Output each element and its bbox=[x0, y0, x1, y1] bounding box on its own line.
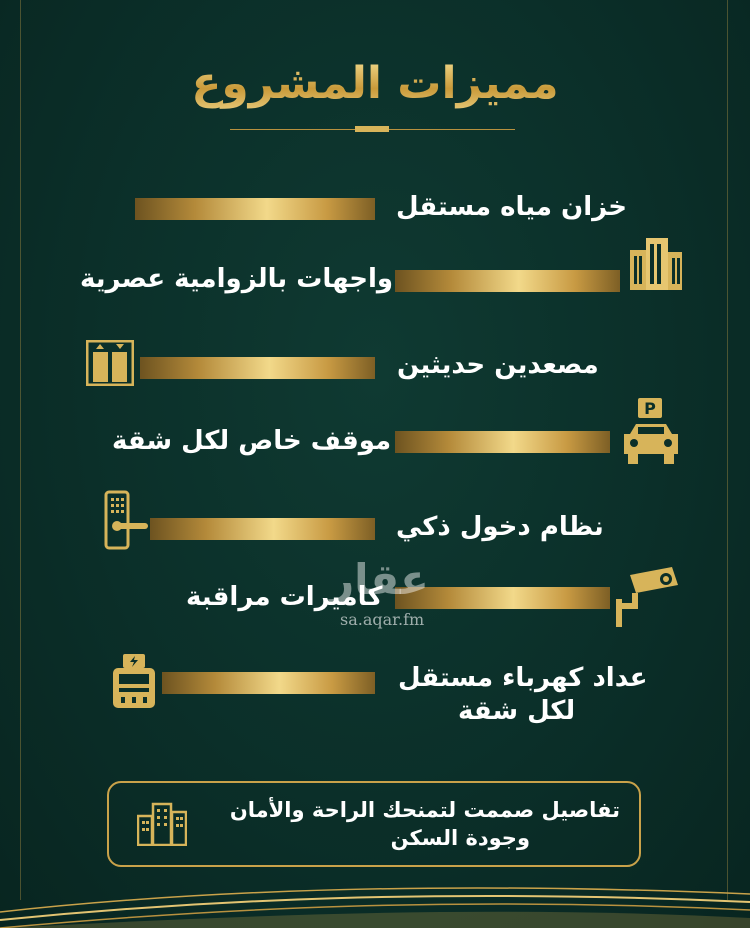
feature-bar-facades bbox=[395, 270, 620, 292]
smart-lock-icon bbox=[104, 490, 150, 550]
parking-car-icon bbox=[620, 398, 682, 466]
building-icon bbox=[137, 802, 187, 846]
feature-label-water-tank: خزان مياه مستقل bbox=[396, 192, 628, 222]
feature-bar-parking bbox=[395, 431, 610, 453]
feature-label-cameras: كاميرات مراقبة bbox=[186, 582, 383, 612]
feature-bar-smart-entry bbox=[150, 518, 375, 540]
page-title: مميزات المشروع bbox=[0, 58, 750, 109]
feature-label-parking: موقف خاص لكل شقة bbox=[112, 426, 392, 456]
building-icon bbox=[628, 236, 684, 292]
watermark-logo: عقار bbox=[330, 555, 429, 604]
feature-label-elevators: مصعدين حديثين bbox=[397, 350, 599, 380]
feature-label-smart-entry: نظام دخول ذكي bbox=[396, 512, 604, 542]
feature-label-electric-meter-line2: لكل شقة bbox=[458, 696, 576, 726]
elevator-icon bbox=[86, 340, 134, 386]
feature-bar-water-tank bbox=[135, 198, 375, 220]
security-camera-icon bbox=[614, 565, 680, 629]
parking-sign-letter: P bbox=[644, 399, 656, 418]
feature-label-electric-meter: عداد كهرباء مستقل bbox=[398, 663, 648, 693]
summary-line-1: تفاصيل صممت لتمنحك الراحة والأمان bbox=[229, 798, 620, 822]
feature-bar-electric-meter bbox=[162, 672, 375, 694]
feature-bar-elevators bbox=[140, 357, 375, 379]
decorative-gold-waves bbox=[0, 872, 750, 928]
title-divider-accent bbox=[355, 126, 389, 132]
watermark-url: sa.aqar.fm bbox=[340, 610, 425, 629]
summary-text bbox=[220, 796, 620, 853]
summary-line-2: وجودة السكن bbox=[390, 826, 530, 851]
feature-label-facades: واجهات بالزوامية عصرية bbox=[80, 264, 394, 294]
electric-meter-icon bbox=[111, 652, 157, 710]
